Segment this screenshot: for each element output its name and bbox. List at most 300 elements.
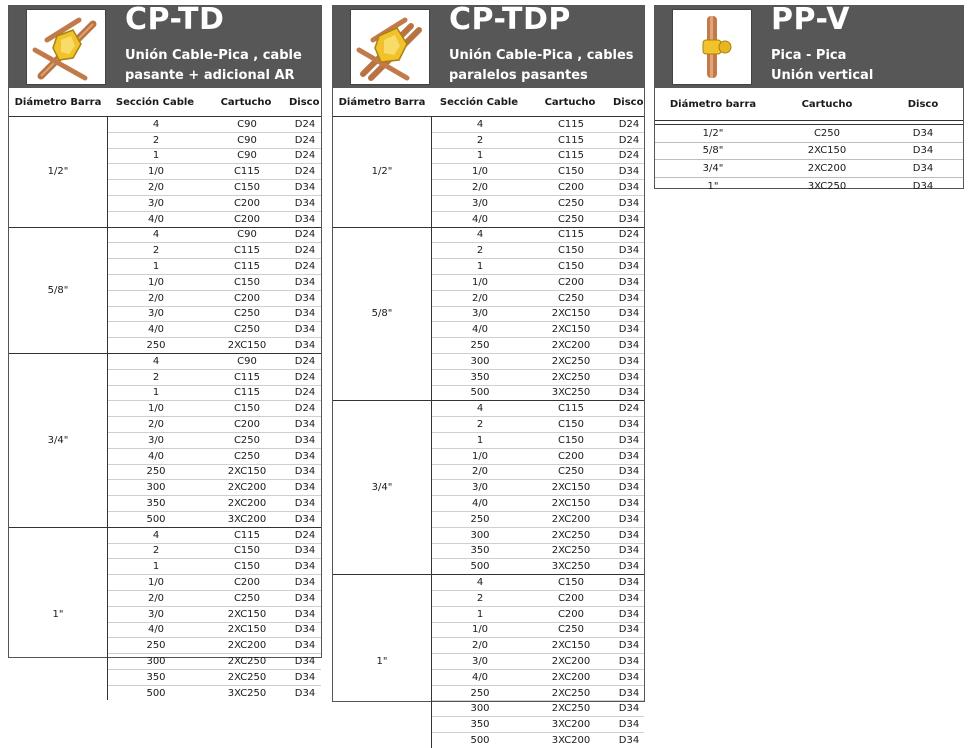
- cp-td-table: [8, 2, 322, 699]
- cartridge-cell: C200: [233, 577, 261, 588]
- section-cell: 2/0: [147, 419, 165, 431]
- table-row: [108, 401, 321, 417]
- table-row: [432, 480, 644, 496]
- table-row: [108, 496, 321, 512]
- table-row: [432, 354, 644, 370]
- cartridge-cell: 2XC250: [227, 655, 267, 667]
- section-cell: 2: [152, 545, 160, 557]
- disc-cell: D34: [294, 687, 316, 699]
- disc-cell: D34: [294, 466, 316, 478]
- cartridge-cell: 2XC150: [227, 608, 267, 620]
- cartridge-cell: 2XC150: [807, 145, 847, 157]
- cartridge-cell: 2XC250: [227, 671, 267, 683]
- table-row: [432, 228, 644, 244]
- disc-cell: D34: [618, 324, 640, 336]
- section-cell: 300: [470, 703, 490, 715]
- section-cell: 250: [146, 640, 166, 652]
- table-row: [432, 164, 644, 180]
- cartridge-cell: 3XC250: [551, 561, 591, 573]
- table-row: [432, 717, 644, 733]
- cartridge-cell: C200: [233, 213, 261, 225]
- cartridge-cell: 2XC200: [227, 640, 267, 652]
- cartridge-cell: C150: [233, 182, 261, 194]
- disc-cell: D34: [294, 419, 316, 431]
- table-row: [108, 591, 321, 607]
- cartridge-cell: C250: [233, 434, 261, 446]
- disc-cell: D34: [618, 734, 640, 746]
- table-row: [432, 133, 644, 149]
- disc-cell: D34: [618, 213, 640, 225]
- cartridge-cell: C200: [557, 182, 585, 194]
- diameter-cell: 1/2": [333, 117, 432, 227]
- cartridge-cell: C150: [233, 545, 261, 557]
- table-row: [432, 322, 644, 338]
- section-cell: 1/0: [471, 276, 489, 288]
- section-cell: 4: [476, 229, 484, 241]
- table-subtitle: Unión Cable-Pica , cable pasante + adicional AR: [125, 48, 302, 83]
- table-row: [108, 670, 321, 686]
- disc-cell: D34: [618, 197, 640, 209]
- disc-cell: D34: [618, 498, 640, 510]
- cartridge-cell: 3XC200: [551, 734, 591, 746]
- table-subtitle: Unión Cable-Pica , cables paralelos pasantes: [449, 48, 634, 83]
- cartridge-cell: C115: [557, 150, 585, 162]
- table-row: [432, 386, 644, 401]
- table-row: [432, 654, 644, 670]
- section-cell: 1: [476, 261, 484, 273]
- table-row: [108, 370, 321, 386]
- disc-cell: D24: [294, 403, 316, 415]
- diameter-group: [9, 228, 321, 354]
- table-row: [432, 686, 644, 702]
- table-row: [108, 686, 321, 701]
- section-cell: 4: [152, 229, 160, 241]
- cartridge-cell: 2XC200: [227, 482, 267, 494]
- table-row: [432, 180, 644, 196]
- diameter-cell: 1/2": [9, 117, 108, 227]
- cartridge-cell: 2XC150: [227, 340, 267, 352]
- cartridge-cell: 2XC250: [551, 371, 591, 383]
- table-row: [432, 623, 644, 639]
- section-cell: 4/0: [147, 324, 165, 336]
- section-cell: 2: [476, 134, 484, 146]
- cartridge-cell: 2XC150: [551, 498, 591, 510]
- column-headers: [9, 88, 321, 117]
- section-cell: 350: [470, 545, 490, 557]
- cartridge-cell: C200: [557, 608, 585, 620]
- section-cell: 350: [146, 498, 166, 510]
- column-header: Cartucho: [220, 96, 272, 108]
- disc-cell: D34: [294, 324, 316, 336]
- table-row: [108, 417, 321, 433]
- table-row: [432, 449, 644, 465]
- table-row: [108, 654, 321, 670]
- disc-cell: D34: [618, 450, 640, 462]
- section-cell: 300: [470, 529, 490, 541]
- table-row: [108, 528, 321, 544]
- table-row: [108, 149, 321, 165]
- column-headers: [655, 88, 963, 121]
- disc-cell: D34: [618, 624, 640, 636]
- disc-cell: D34: [618, 261, 640, 273]
- section-cell: 2: [476, 245, 484, 257]
- disc-cell: D34: [294, 276, 316, 288]
- disc-cell: D34: [618, 561, 640, 573]
- diameter-group: [333, 575, 644, 748]
- cartridge-cell: 2XC150: [227, 466, 267, 478]
- cartridge-cell: C115: [233, 166, 261, 178]
- cartridge-cell: C115: [557, 134, 585, 146]
- column-header: Diámetro barra: [669, 98, 757, 110]
- table-row: [108, 386, 321, 402]
- cartridge-cell: C250: [233, 324, 261, 336]
- section-cell: 300: [470, 355, 490, 367]
- section-cell: 350: [470, 371, 490, 383]
- cartridge-cell: C250: [557, 213, 585, 225]
- section-cell: 500: [146, 687, 166, 699]
- column-header: Sección Cable: [439, 96, 519, 108]
- disc-cell: D24: [294, 134, 316, 146]
- disc-cell: D34: [618, 577, 640, 588]
- section-cell: 1: [152, 561, 160, 573]
- section-cell: 300: [146, 482, 166, 494]
- section-cell: 1: [152, 150, 160, 162]
- disc-cell: D34: [912, 180, 934, 192]
- disc-cell: D34: [294, 182, 316, 194]
- section-cell: 3/0: [471, 197, 489, 209]
- table-row: [432, 275, 644, 291]
- section-cell: 250: [146, 466, 166, 478]
- disc-cell: D24: [294, 229, 316, 241]
- table-row: [432, 591, 644, 607]
- table-row: [108, 433, 321, 449]
- table-row: [108, 259, 321, 275]
- cartridge-cell: 2XC200: [551, 513, 591, 525]
- section-cell: 1/0: [147, 166, 165, 178]
- section-cell: 4/0: [471, 213, 489, 225]
- table-row: [432, 338, 644, 354]
- disc-cell: D34: [618, 182, 640, 194]
- cartridge-cell: 2XC250: [551, 703, 591, 715]
- disc-cell: D24: [618, 150, 640, 162]
- table-row: [432, 117, 644, 133]
- table-row: [108, 607, 321, 623]
- cartridge-cell: C90: [237, 355, 257, 367]
- table-row: [108, 575, 321, 591]
- diameter-cell: 3/4": [333, 401, 432, 574]
- disc-cell: D34: [912, 127, 934, 139]
- column-header: Sección Cable: [115, 96, 195, 108]
- cartridge-cell: C90: [237, 150, 257, 162]
- cartridge-cell: C115: [233, 245, 261, 257]
- diameter-group: [333, 228, 644, 402]
- disc-cell: D34: [294, 640, 316, 652]
- section-cell: 3/0: [471, 308, 489, 320]
- section-cell: 250: [470, 340, 490, 352]
- disc-cell: D34: [294, 434, 316, 446]
- disc-cell: D34: [912, 145, 934, 157]
- table-row: [108, 638, 321, 654]
- section-cell: 4: [152, 355, 160, 367]
- cp-tdp-body: [333, 88, 644, 748]
- column-header: Disco: [289, 96, 320, 108]
- section-cell: 1/0: [471, 624, 489, 636]
- cartridge-cell: 3XC200: [227, 513, 267, 525]
- cartridge-cell: 3XC250: [551, 387, 591, 399]
- cartridge-cell: C115: [557, 403, 585, 415]
- section-cell: 1/0: [147, 577, 165, 588]
- section-cell: 3/0: [147, 434, 165, 446]
- section-cell: 3/0: [147, 608, 165, 620]
- cartridge-cell: 2XC150: [551, 308, 591, 320]
- cartridge-cell: C115: [233, 261, 261, 273]
- disc-cell: D24: [294, 150, 316, 162]
- column-header: Diámetro Barra: [14, 96, 102, 108]
- table-row: [108, 117, 321, 133]
- diameter-cell: 1": [333, 575, 432, 748]
- disc-cell: D34: [618, 529, 640, 541]
- cartridge-cell: C115: [557, 229, 585, 241]
- section-cell: 1: [476, 608, 484, 620]
- disc-cell: D34: [618, 308, 640, 320]
- section-cell: 2/0: [147, 592, 165, 604]
- diameter-group: [333, 117, 644, 228]
- cartridge-cell: C250: [233, 308, 261, 320]
- cartridge-cell: C250: [233, 450, 261, 462]
- table-row: [108, 180, 321, 196]
- cartridge-cell: C150: [557, 261, 585, 273]
- table-row: [108, 623, 321, 639]
- diameter-cell: 5/8": [9, 228, 108, 353]
- cartridge-cell: 2XC250: [551, 529, 591, 541]
- disc-cell: D34: [618, 671, 640, 683]
- table-row: [108, 133, 321, 149]
- section-cell: 500: [146, 513, 166, 525]
- column-header: Cartucho: [544, 96, 596, 108]
- section-cell: 350: [146, 671, 166, 683]
- section-cell: 4: [476, 118, 484, 130]
- disc-cell: D34: [618, 371, 640, 383]
- table-title: CP-TDP: [449, 2, 571, 37]
- cartridge-cell: C200: [557, 592, 585, 604]
- diameter-group: [333, 401, 644, 575]
- diameter-group: [9, 354, 321, 528]
- disc-cell: D34: [618, 513, 640, 525]
- table-row: [432, 670, 644, 686]
- table-row: [108, 164, 321, 180]
- cartridge-cell: 2XC150: [551, 324, 591, 336]
- cartridge-cell: C115: [233, 387, 261, 399]
- section-cell: 250: [146, 340, 166, 352]
- cartridge-cell: C200: [557, 450, 585, 462]
- diameter-cell: 3/4": [702, 162, 724, 174]
- column-header: Disco: [907, 98, 939, 110]
- section-cell: 1: [476, 434, 484, 446]
- section-cell: 2/0: [471, 466, 489, 478]
- disc-cell: D34: [294, 498, 316, 510]
- table-row: [432, 212, 644, 227]
- disc-cell: D34: [912, 162, 934, 174]
- cartridge-cell: C150: [233, 276, 261, 288]
- section-cell: 500: [470, 387, 490, 399]
- disc-cell: D24: [294, 166, 316, 178]
- table-row: [108, 559, 321, 575]
- table-row: [432, 196, 644, 212]
- disc-cell: D24: [294, 355, 316, 367]
- section-cell: 1/0: [147, 276, 165, 288]
- table-row: [108, 196, 321, 212]
- disc-cell: D34: [618, 703, 640, 715]
- table-row: [108, 322, 321, 338]
- table-row: [108, 338, 321, 353]
- disc-cell: D34: [294, 308, 316, 320]
- table-row: [432, 733, 644, 748]
- cartridge-cell: 3XC250: [227, 687, 267, 699]
- table-row: [108, 465, 321, 481]
- table-row: [432, 259, 644, 275]
- diameter-cell: 5/8": [333, 228, 432, 401]
- cartridge-cell: C150: [557, 577, 585, 588]
- cartridge-cell: 2XC200: [227, 498, 267, 510]
- disc-cell: D34: [618, 466, 640, 478]
- section-cell: 4: [152, 529, 160, 541]
- disc-cell: D34: [294, 482, 316, 494]
- table-row: [432, 307, 644, 323]
- table-row: [432, 607, 644, 623]
- disc-cell: D34: [294, 592, 316, 604]
- disc-cell: D24: [294, 371, 316, 383]
- table-row: [108, 228, 321, 244]
- t-connector-icon: [26, 9, 106, 85]
- table-row: [655, 143, 963, 161]
- column-header: Cartucho: [801, 98, 853, 110]
- cartridge-cell: C250: [233, 592, 261, 604]
- section-cell: 250: [470, 687, 490, 699]
- cartridge-cell: C200: [233, 419, 261, 431]
- cartridge-cell: C250: [557, 197, 585, 209]
- section-cell: 3/0: [147, 308, 165, 320]
- disc-cell: D24: [294, 118, 316, 130]
- section-cell: 4/0: [147, 624, 165, 636]
- disc-cell: D34: [618, 545, 640, 557]
- cartridge-cell: C90: [237, 229, 257, 241]
- disc-cell: D34: [618, 434, 640, 446]
- section-cell: 2: [152, 245, 160, 257]
- table-row: [108, 307, 321, 323]
- disc-cell: D34: [294, 624, 316, 636]
- disc-cell: D34: [294, 655, 316, 667]
- cartridge-cell: C150: [557, 245, 585, 257]
- table-row: [108, 354, 321, 370]
- section-cell: 1/0: [147, 403, 165, 415]
- disc-cell: D24: [618, 134, 640, 146]
- cartridge-cell: 3XC250: [807, 180, 847, 192]
- cartridge-cell: C90: [237, 118, 257, 130]
- table-row: [432, 512, 644, 528]
- cartridge-cell: 2XC250: [551, 545, 591, 557]
- disc-cell: D34: [294, 513, 316, 525]
- section-cell: 1: [476, 150, 484, 162]
- table-row: [432, 291, 644, 307]
- cartridge-cell: 2XC150: [551, 482, 591, 494]
- cartridge-cell: C115: [233, 371, 261, 383]
- cp-td-header: [9, 2, 321, 88]
- section-cell: 2/0: [471, 182, 489, 194]
- cartridge-cell: C200: [233, 197, 261, 209]
- cartridge-cell: C90: [237, 134, 257, 146]
- cartridge-cell: C200: [233, 292, 261, 304]
- cartridge-cell: 2XC200: [551, 671, 591, 683]
- cartridge-cell: C250: [813, 127, 841, 139]
- section-cell: 1: [152, 261, 160, 273]
- disc-cell: D34: [294, 577, 316, 588]
- disc-cell: D34: [618, 592, 640, 604]
- table-row: [108, 243, 321, 259]
- disc-cell: D34: [618, 355, 640, 367]
- diameter-cell: 1": [9, 528, 108, 701]
- table-row: [655, 178, 963, 195]
- cartridge-cell: C150: [557, 166, 585, 178]
- cartridge-cell: 2XC200: [551, 340, 591, 352]
- disc-cell: D34: [294, 340, 316, 352]
- disc-cell: D34: [294, 561, 316, 573]
- table-row: [108, 212, 321, 227]
- table-row: [655, 160, 963, 178]
- section-cell: 300: [146, 655, 166, 667]
- table-row: [432, 243, 644, 259]
- section-cell: 3/0: [147, 197, 165, 209]
- disc-cell: D34: [618, 166, 640, 178]
- table-row: [432, 149, 644, 165]
- cartridge-cell: 2XC250: [551, 355, 591, 367]
- section-cell: 4/0: [147, 213, 165, 225]
- cartridge-cell: 2XC200: [807, 162, 847, 174]
- cartridge-cell: C200: [557, 276, 585, 288]
- section-cell: 250: [470, 513, 490, 525]
- column-header: Diámetro Barra: [338, 96, 426, 108]
- table-row: [432, 559, 644, 574]
- disc-cell: D24: [294, 261, 316, 273]
- cartridge-cell: C150: [557, 434, 585, 446]
- vertical-rod-connector-icon: [672, 9, 752, 85]
- disc-cell: D34: [294, 197, 316, 209]
- section-cell: 3/0: [471, 655, 489, 667]
- section-cell: 2/0: [471, 292, 489, 304]
- table-row: [108, 480, 321, 496]
- table-title: CP-TD: [125, 2, 225, 37]
- table-title: PP-V: [771, 2, 850, 37]
- disc-cell: D34: [294, 545, 316, 557]
- table-row: [108, 512, 321, 527]
- table-row: [432, 575, 644, 591]
- disc-cell: D34: [618, 640, 640, 652]
- section-cell: 4/0: [147, 450, 165, 462]
- disc-cell: D34: [618, 687, 640, 699]
- diameter-group: [9, 117, 321, 228]
- diameter-cell: 1": [707, 180, 719, 192]
- diameter-cell: 3/4": [9, 354, 108, 527]
- section-cell: 2: [152, 371, 160, 383]
- cartridge-cell: C250: [557, 624, 585, 636]
- table-row: [432, 370, 644, 386]
- section-cell: 2: [476, 419, 484, 431]
- section-cell: 4: [152, 118, 160, 130]
- column-header: Disco: [613, 96, 644, 108]
- cartridge-cell: C150: [233, 561, 261, 573]
- disc-cell: D34: [618, 292, 640, 304]
- section-cell: 4: [476, 577, 484, 588]
- section-cell: 2: [152, 134, 160, 146]
